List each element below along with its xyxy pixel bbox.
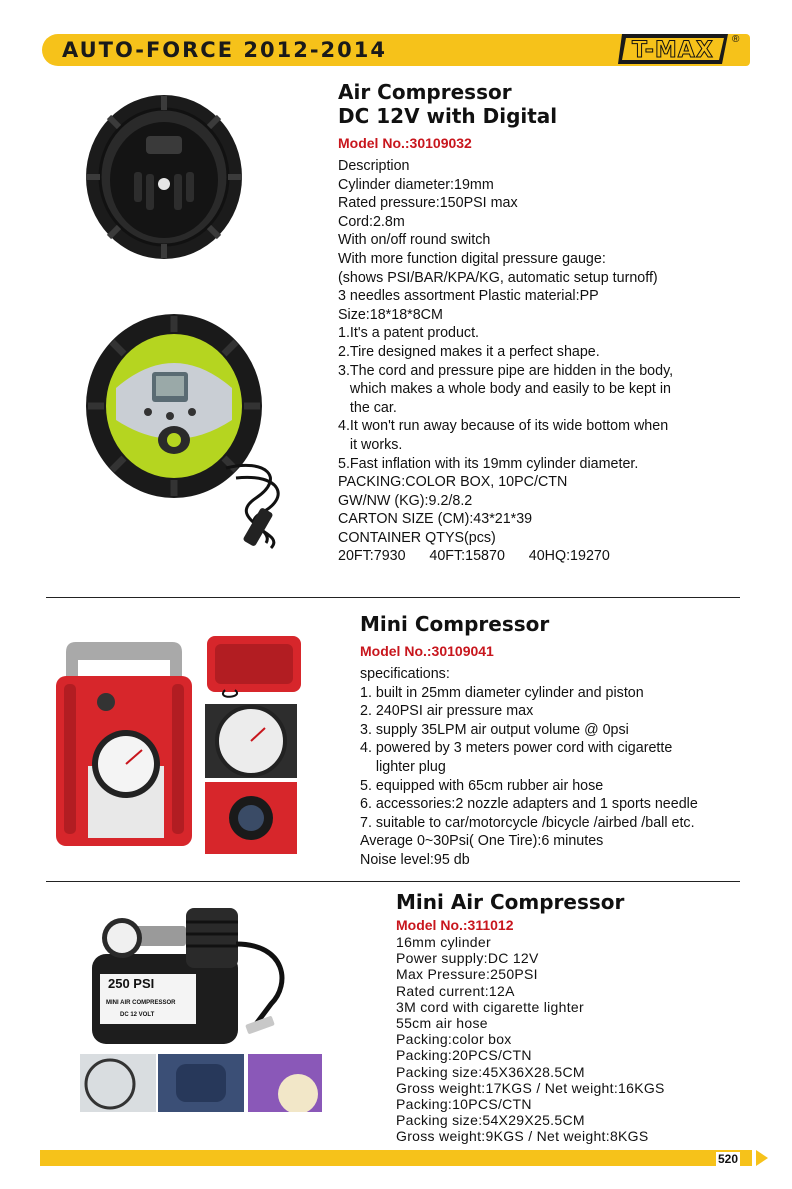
compressor-top-image <box>205 630 303 698</box>
section1-line: CARTON SIZE (CM):43*21*39 <box>338 511 533 528</box>
section1-line: it works. <box>338 436 403 453</box>
section3-spec-list <box>396 934 665 1145</box>
section1-line: CONTAINER QTYS(pcs) <box>338 529 496 546</box>
section2-title: Mini Compressor <box>360 612 550 636</box>
section2-spec-list <box>360 665 698 870</box>
mini-air-compressor-image <box>86 904 296 1054</box>
section3-line: Packing:color box <box>396 1031 512 1048</box>
section3-title: Mini Air Compressor <box>396 890 625 914</box>
section1-line: Cord:2.8m <box>338 213 405 230</box>
section1-line: which makes a whole body and easily to be kept in <box>338 381 671 398</box>
section1-spec-list <box>338 157 673 566</box>
section3-line: 3M cord with cigarette lighter <box>396 998 584 1015</box>
section3-line: Rated current:12A <box>396 982 515 999</box>
section1-line: With on/off round switch <box>338 232 491 249</box>
section2-line: 3. supply 35LPM air output volume @ 0psi <box>360 721 629 738</box>
registered-mark: ® <box>732 34 740 45</box>
section3-line: Packing size:45X36X28.5CM <box>396 1063 585 1080</box>
section2-line: 7. suitable to car/motorcycle /bicycle /airbed /ball etc. <box>360 814 695 831</box>
section3-line: 16mm cylinder <box>396 934 491 950</box>
section3-line: Packing:20PCS/CTN <box>396 1047 532 1064</box>
section2-line: lighter plug <box>360 758 446 775</box>
section2-line: 2. 240PSI air pressure max <box>360 703 534 720</box>
section1-title-line1: Air Compressor <box>338 80 512 104</box>
power-switch-closeup-image <box>205 782 297 854</box>
section-divider <box>46 881 740 882</box>
usage-photo-bicycle <box>80 1054 156 1112</box>
label-volt: DC 12 VOLT <box>120 1012 155 1018</box>
section2-line: 1. built in 25mm diameter cylinder and piston <box>360 684 644 701</box>
section1-line: Description <box>338 158 410 174</box>
section1-line: 3.The cord and pressure pipe are hidden in the body, <box>338 362 674 379</box>
section1-line: PACKING:COLOR BOX, 10PC/CTN <box>338 474 568 491</box>
section2-line: specifications: <box>360 666 450 682</box>
section1-model-number: Model No.:30109032 <box>338 135 472 151</box>
header-title: AUTO-FORCE 2012-2014 <box>62 38 387 62</box>
section1-line: the car. <box>338 399 397 416</box>
section3-line: Max Pressure:250PSI <box>396 966 538 983</box>
section2-line: 6. accessories:2 nozzle adapters and 1 sports needle <box>360 796 698 813</box>
section1-line: (shows PSI/BAR/KPA/KG, automatic setup turnoff) <box>338 269 658 286</box>
section3-line: Packing:10PCS/CTN <box>396 1096 532 1113</box>
page-number: 520 <box>718 1152 739 1166</box>
section1-line: 2.Tire designed makes it a perfect shape. <box>338 343 600 360</box>
section2-line: 5. equipped with 65cm rubber air hose <box>360 777 604 794</box>
section1-line: 5.Fast inflation with its 19mm cylinder diameter. <box>338 455 639 472</box>
section1-line: 1.It's a patent product. <box>338 325 480 342</box>
mini-compressor-red-image <box>50 640 198 850</box>
section2-line: Noise level:95 db <box>360 851 470 868</box>
section2-line: 4. powered by 3 meters power cord with cigarette <box>360 740 673 757</box>
brand-logo: T-MAX <box>632 38 714 63</box>
section3-line: Power supply:DC 12V <box>396 950 539 967</box>
digital-tire-compressor-image <box>86 308 296 558</box>
label-psi: 250 PSI <box>108 976 155 991</box>
section1-title-line2: DC 12V with Digital <box>338 104 558 128</box>
section1-line: With more function digital pressure gauge: <box>338 250 606 267</box>
section3-line: 55cm air hose <box>396 1015 488 1032</box>
section3-line: Gross weight:17KGS / Net weight:16KGS <box>396 1079 665 1096</box>
section3-line: Packing size:54X29X25.5CM <box>396 1112 585 1129</box>
usage-photo-car-top <box>158 1054 244 1112</box>
pressure-gauge-closeup-image <box>205 704 297 778</box>
tire-compressor-back-image <box>84 92 244 262</box>
section1-line: 20FT:7930 40FT:15870 40HQ:19270 <box>338 548 610 565</box>
section1-line: 3 needles assortment Plastic material:PP <box>338 288 599 305</box>
footer-bar <box>40 1150 752 1166</box>
section1-line: Rated pressure:150PSI max <box>338 195 518 212</box>
next-page-arrow-icon <box>756 1150 768 1166</box>
section1-line: Cylinder diameter:19mm <box>338 176 494 193</box>
section1-line: GW/NW (KG):9.2/8.2 <box>338 492 473 509</box>
section3-model-number: Model No.:311012 <box>396 917 514 933</box>
section3-line: Gross weight:9KGS / Net weight:8KGS <box>396 1128 649 1145</box>
section1-line: Size:18*18*8CM <box>338 306 443 323</box>
section1-line: 4.It won't run away because of its wide bottom when <box>338 418 669 435</box>
label-name: MINI AIR COMPRESSOR <box>106 1000 176 1006</box>
section-divider <box>46 597 740 598</box>
usage-photo-ball <box>248 1054 322 1112</box>
section2-line: Average 0~30Psi( One Tire):6 minutes <box>360 833 604 850</box>
section2-model-number: Model No.:30109041 <box>360 643 494 659</box>
